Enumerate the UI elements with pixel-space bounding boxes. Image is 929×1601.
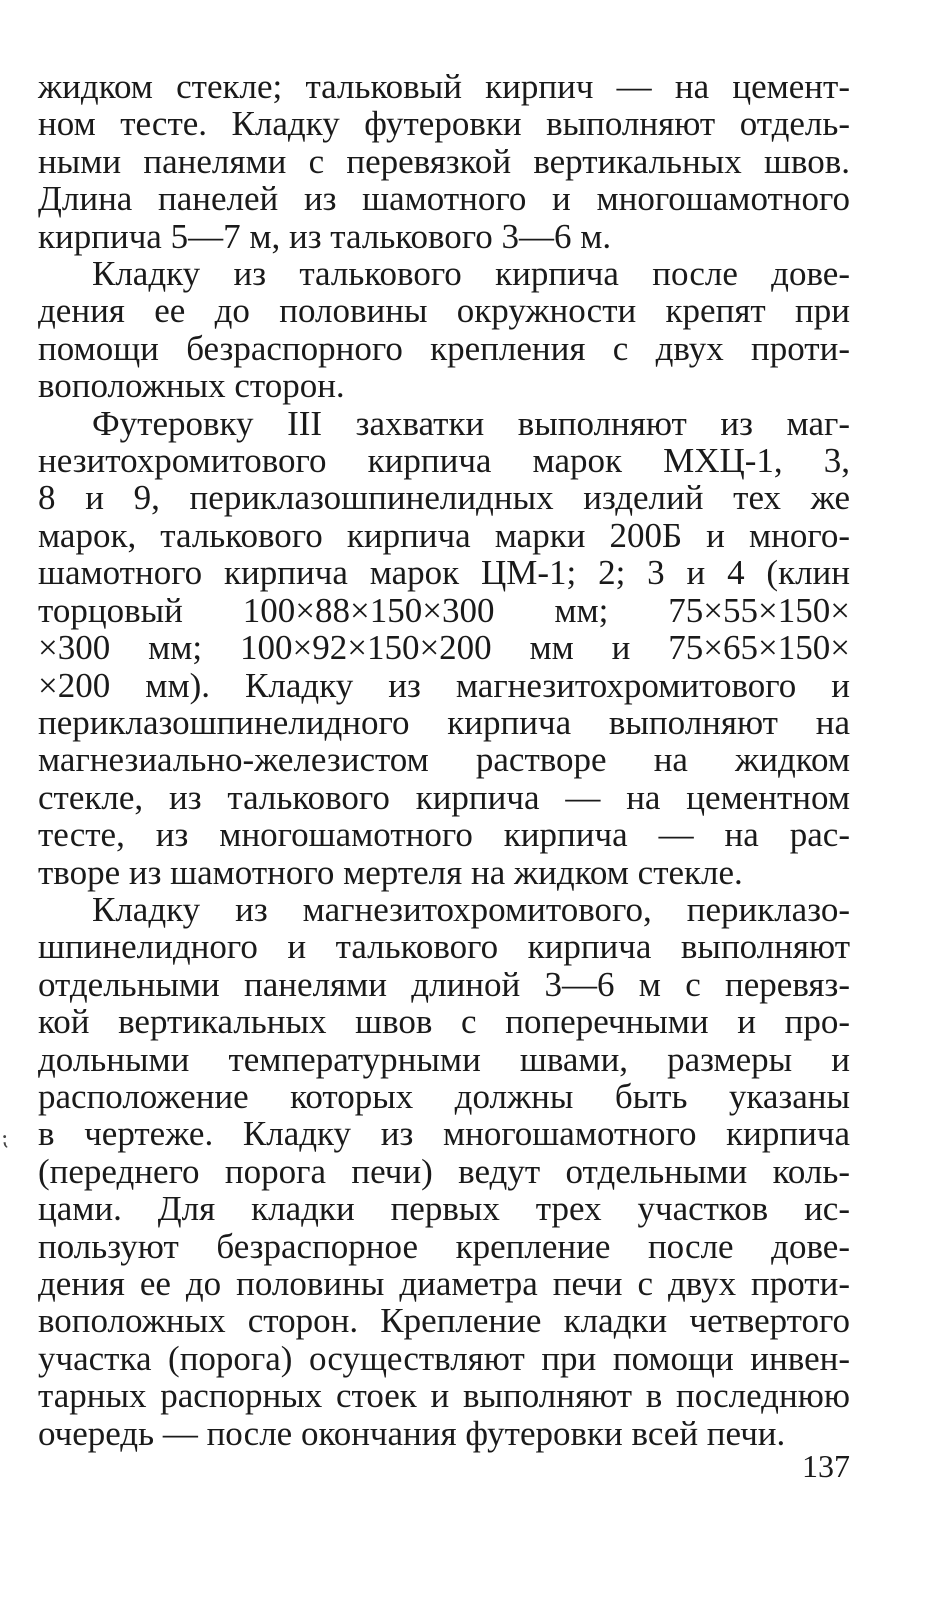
paragraph	[38, 405, 850, 891]
text-line: магнезиально-железистом растворе на жидком	[38, 740, 850, 780]
text-line: творе из шамотного мертеля на жидком стекле.	[38, 852, 743, 892]
text-line: стекле, из талькового кирпича — на цементном	[38, 777, 850, 817]
text-line: ×200 мм). Кладку из магнезитохромитового и	[38, 665, 850, 705]
paragraph	[38, 255, 850, 405]
text-line: ×300 мм; 100×92×150×200 мм и 75×65×150×	[38, 628, 850, 668]
text-line: воположных сторон. Крепление кладки четвертого	[38, 1301, 850, 1341]
text-line: расположение которых должны быть указаны	[38, 1076, 850, 1116]
text-line: ными панелями с перевязкой вертикальных швов.	[38, 141, 850, 181]
text-line: цами. Для кладки первых трех участков ис-	[38, 1189, 850, 1229]
text-line: 8 и 9, периклазошпинелидных изделий тех же	[38, 478, 850, 518]
margin-tick-mark: ⁏	[1, 1125, 9, 1150]
text-line: дольными температурными швами, размеры и	[38, 1039, 850, 1079]
text-line: Кладку из магнезитохромитового, периклазо-	[92, 889, 850, 929]
text-line: торцовый 100×88×150×300 мм; 75×55×150×	[38, 590, 850, 630]
text-line: пользуют безраспорное крепление после дове-	[38, 1226, 850, 1266]
text-line: отдельными панелями длиной 3—6 м с перевяз-	[38, 964, 850, 1004]
text-line: шпинелидного и талькового кирпича выполняют	[38, 927, 850, 967]
paragraph	[38, 891, 850, 1452]
text-line: кой вертикальных швов с поперечными и про-	[38, 1002, 850, 1042]
text-line: Футеровку III захватки выполняют из маг-	[92, 403, 850, 443]
text-line: (переднего порога печи) ведут отдельными коль-	[38, 1151, 850, 1191]
text-line: шамотного кирпича марок ЦМ-1; 2; 3 и 4 (клин	[38, 553, 850, 593]
text-line: незитохромитового кирпича марок МХЦ-1, 3,	[38, 441, 850, 481]
text-line: участка (порога) осуществляют при помощи инвен-	[38, 1338, 850, 1378]
text-line: помощи безраспорного крепления с двух проти-	[38, 328, 850, 368]
paragraph	[38, 68, 850, 255]
text-line: кирпича 5—7 м, из талькового 3—6 м.	[38, 216, 612, 256]
text-line: периклазошпинелидного кирпича выполняют на	[38, 702, 850, 742]
text-line: тесте, из многошамотного кирпича — на рас-	[38, 815, 850, 855]
text-line: дения ее до половины диаметра печи с двух проти-	[38, 1264, 850, 1303]
text-line: ном тесте. Кладку футеровки выполняют отдель-	[38, 104, 850, 144]
text-line: Длина панелей из шамотного и многошамотного	[38, 179, 850, 219]
text-line: марок, талькового кирпича марки 200Б и много-	[38, 515, 850, 555]
text-line: Кладку из талькового кирпича после дове-	[92, 254, 850, 294]
text-line: тарных распорных стоек и выполняют в последнюю	[38, 1376, 850, 1416]
text-line: воположных сторон.	[38, 366, 345, 406]
text-line: очередь — после окончания футеровки всей печи.	[38, 1413, 786, 1453]
text-line: дения ее до половины окружности крепят при	[38, 291, 850, 331]
page-number: 137	[802, 1448, 850, 1484]
page-body	[38, 68, 850, 1452]
text-line: в чертеже. Кладку из многошамотного кирпича	[38, 1114, 850, 1154]
text-line: жидком стекле; тальковый кирпич — на цемент-	[38, 67, 850, 106]
